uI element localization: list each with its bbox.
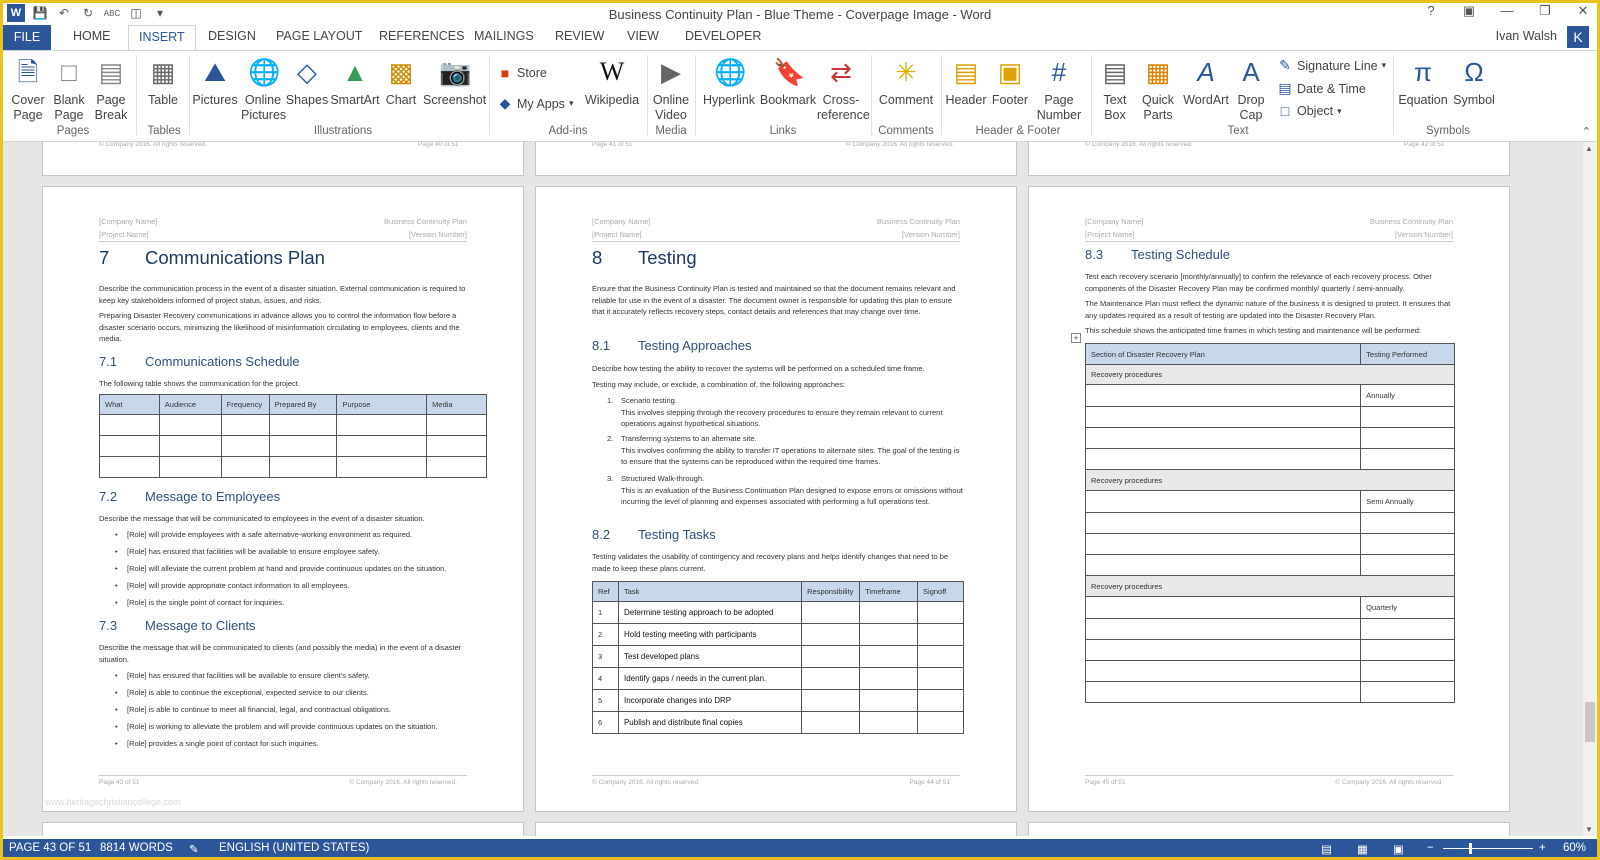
my-apps-button[interactable]: ◆ My Apps ▾	[497, 95, 573, 112]
list-item: • [Role] has ensured that facilities will be available to ensure client's safety.	[127, 671, 370, 680]
list-item: 1. Scenario testing. This involves stepping through the recovery procedures to ensure they remain relevant to current operations against hypothetical situations.	[607, 396, 943, 428]
quick-parts-icon: ▦	[1145, 57, 1171, 87]
group-addins: Add-ins	[548, 125, 588, 137]
heading-7: 7 Communications Plan	[99, 247, 325, 268]
touch-mode-icon[interactable]: ◫	[130, 6, 142, 20]
tab-references[interactable]: REFERENCES	[379, 29, 465, 43]
communications-table: What Audience Frequency Prepared By Purpose Media	[99, 394, 487, 478]
testing-schedule-table: Section of Disaster Recovery Plan Testing Performed Recovery procedures Annually Recovery procedures Semi Annually Recovery procedures Quarterly	[1085, 343, 1455, 703]
quick-parts-button[interactable]: ▦ Quick Parts	[1142, 57, 1174, 122]
page-40-stub: © Company 2016. All rights reserved. Page 40 of 51	[42, 142, 524, 176]
heading-8: 8 Testing	[592, 247, 697, 268]
symbol-button[interactable]: Ω Symbol	[1453, 57, 1495, 107]
help-icon[interactable]: ?	[1427, 3, 1435, 18]
smartart-button[interactable]: ▲ SmartArt	[330, 57, 380, 107]
heading-8-1: 8.1 Testing Approaches	[592, 338, 752, 353]
wikipedia-icon: W	[599, 57, 625, 86]
cross-reference-icon: ⇄	[830, 57, 852, 87]
tab-home[interactable]: HOME	[73, 29, 111, 43]
page-48-stub	[1028, 822, 1510, 836]
hyperlink-icon: 🌐	[714, 57, 747, 87]
list-item: • [Role] is the single point of contact for inquiries.	[127, 598, 284, 607]
zoom-in-icon[interactable]: +	[1539, 842, 1546, 854]
tab-mailings[interactable]: MAILINGS	[474, 29, 534, 43]
calendar-icon: ▤	[1278, 80, 1292, 96]
bookmark-button[interactable]: 🔖 Bookmark	[759, 57, 817, 107]
chevron-down-icon: ▾	[568, 98, 574, 108]
zoom-out-icon[interactable]: −	[1427, 842, 1434, 854]
online-pictures-icon: 🌐	[248, 57, 281, 87]
scroll-thumb[interactable]	[1585, 702, 1595, 742]
status-bar	[3, 839, 1597, 858]
print-layout-icon[interactable]: ▦	[1357, 844, 1368, 856]
zoom-slider[interactable]	[1443, 848, 1533, 849]
tab-view[interactable]: VIEW	[627, 29, 659, 43]
header-icon: ▤	[953, 57, 979, 87]
online-pictures-button[interactable]: 🌐 Online Pictures	[241, 57, 287, 122]
save-icon[interactable]: 💾	[32, 6, 48, 20]
page-47-stub	[535, 822, 1017, 836]
pictures-icon: ⛰	[204, 57, 226, 87]
wordart-icon: A	[1197, 57, 1215, 87]
group-media: Media	[655, 125, 687, 137]
group-illustrations: Illustrations	[313, 125, 373, 137]
signature-line-button[interactable]: ✎ Signature Line ▾	[1277, 57, 1386, 74]
proofing-icon[interactable]: ✎	[189, 844, 199, 856]
web-layout-icon[interactable]: ▣	[1393, 844, 1404, 856]
ribbon-insert	[3, 50, 1597, 142]
window-title: Business Continuity Plan - Blue Theme - Coverpage Image - Word	[608, 7, 992, 22]
object-button[interactable]: □ Object ▾	[1277, 103, 1342, 119]
scroll-down-icon[interactable]: ▼	[1585, 825, 1593, 834]
store-button[interactable]: ■ Store	[497, 65, 547, 81]
object-icon: □	[1280, 103, 1290, 119]
header-button[interactable]: ▤ Header	[945, 57, 987, 107]
list-item: • [Role] has ensured that facilities will be available to ensure employee safety.	[127, 547, 380, 556]
page-46-stub	[42, 822, 524, 836]
collapse-ribbon-icon[interactable]: ⌃	[1581, 126, 1591, 138]
drop-cap-button[interactable]: A Drop Cap	[1237, 57, 1265, 122]
blank-page-icon: □	[61, 57, 77, 87]
date-time-button[interactable]: ▤ Date & Time	[1278, 80, 1366, 96]
page-count[interactable]: PAGE 43 OF 51	[9, 842, 92, 854]
list-item: • [Role] provides a single point of contact for such inquiries.	[127, 739, 319, 748]
close-icon[interactable]: ✕	[1577, 3, 1589, 18]
my-apps-icon: ◆	[499, 95, 511, 111]
group-text: Text	[1227, 125, 1249, 137]
cover-page-button[interactable]: 🗎 Cover Page	[11, 57, 45, 122]
signature-icon: ✎	[1279, 57, 1291, 73]
shapes-icon: ◇	[297, 57, 317, 87]
vertical-scrollbar[interactable]	[1583, 142, 1597, 836]
pi-icon: π	[1414, 57, 1432, 87]
heading-7-2: 7.2 Message to Employees	[99, 489, 281, 504]
tab-design[interactable]: DESIGN	[208, 29, 256, 43]
text-box-icon: ▤	[1102, 57, 1128, 87]
redo-icon[interactable]: ↻	[82, 6, 94, 20]
chevron-down-icon: ▾	[1337, 105, 1342, 116]
list-item: • [Role] is working to alleviate the problem and will provide continuous updates on the situation.	[127, 722, 438, 731]
heading-7-3: 7.3 Message to Clients	[99, 618, 256, 633]
bookmark-icon: 🔖	[773, 57, 806, 87]
cross-reference-button[interactable]: ⇄ Cross-reference	[817, 57, 870, 122]
tab-review[interactable]: REVIEW	[555, 29, 605, 43]
document-canvas[interactable]	[3, 142, 1583, 836]
table-icon: ▦	[150, 57, 176, 87]
restore-icon[interactable]: ❐	[1539, 3, 1551, 18]
group-header-footer: Header & Footer	[975, 125, 1061, 137]
heading-8-2: 8.2 Testing Tasks	[592, 527, 716, 542]
list-item: 2. Transferring systems to an alternate site. This involves confirming the ability to transfer IT operations to alternate sites. The goal of the testing is to ensure that the systems can be reproduced within the required time frames.	[607, 434, 960, 466]
wikipedia-button[interactable]: W Wikipedia	[584, 57, 640, 107]
heading-8-3: 8.3 Testing Schedule	[1085, 247, 1231, 262]
shapes-button[interactable]: ◇ Shapes	[285, 57, 329, 107]
page-number-icon: #	[1051, 57, 1067, 87]
list-item: • [Role] will provide appropriate contact information to all employees.	[127, 581, 350, 590]
group-links: Links	[769, 125, 797, 137]
tab-developer[interactable]: DEVELOPER	[685, 29, 762, 43]
blank-page-button[interactable]: □ Blank Page	[53, 57, 85, 122]
word-app-icon[interactable]: W	[7, 4, 25, 22]
store-icon: ■	[500, 65, 510, 81]
wordart-button[interactable]: A WordArt	[1183, 57, 1229, 107]
spelling-icon[interactable]: ABC	[103, 8, 121, 18]
list-item: 3. Structured Walk-through. This is an evaluation of the Business Continuation Plan designed to expose errors or omissions without incurring the level of planning and expenses associated with performing a full operations test.	[607, 474, 963, 506]
customize-qat-icon[interactable]: ▾	[156, 6, 164, 20]
pictures-button[interactable]: ⛰ Pictures	[192, 57, 238, 107]
page-42-stub: © Company 2016. All rights reserved. Page 42 of 51	[1028, 142, 1510, 176]
text-box-button[interactable]: ▤ Text Box	[1095, 55, 1135, 123]
testing-tasks-table: Ref Task Responsibility Timeframe Signoff 1 Determine testing approach to be adopted 2 Hold testing meeting with participants 3 Test developed plans 4 Identify gaps / needs in the current plan. 5 Incorporate changes into DRP 6 Publish and distribute final copies	[592, 581, 964, 734]
footer-button[interactable]: ▣ Footer	[991, 57, 1029, 107]
screenshot-icon: 📷	[439, 57, 472, 87]
group-comments: Comments	[878, 125, 934, 137]
cover-page-icon: 🗎	[17, 57, 39, 87]
language[interactable]: ENGLISH (UNITED STATES)	[219, 842, 370, 854]
zoom-slider-thumb[interactable]	[1469, 843, 1472, 854]
ribbon-display-icon[interactable]: ▣	[1462, 3, 1476, 18]
group-tables: Tables	[147, 125, 181, 137]
online-video-icon: ▶	[661, 57, 681, 87]
title-bar	[3, 3, 1597, 25]
list-item: • [Role] is able to continue the exceptional, expected service to our clients.	[127, 688, 369, 697]
footer-icon: ▣	[997, 57, 1023, 87]
user-name[interactable]: Ivan Walsh	[1495, 29, 1557, 43]
omega-icon: Ω	[1464, 57, 1484, 87]
undo-icon[interactable]: ↶	[58, 6, 70, 20]
online-video-button[interactable]: ▶ Online Video	[652, 57, 690, 122]
page-45: [Company Name] [Project Name] Business Continuity Plan [Version Number] 8.3 Testing Schedule Test each recovery scenario [monthly/annually] to confirm the relevance of each recovery process. Other components of the Disaster Recovery Plan may be confirmed monthly/ quarterly / semi-annually. The Maintenance Plan must reflect the dynamic nature of the business it is designed to protect. It ensures that any updates required as a result of testing are updated into the Disaster Recovery Plan. This schedule shows the anticipated time frames in which testing and maintenance will be performed: + Section of Disaster Recovery Plan Testing Performed Recovery procedures Annually Recovery procedures Semi Annually Recovery procedures Quarterly Page 45 of 51 © Company 2016. All rights reserved.	[1028, 186, 1510, 812]
word-count[interactable]: 8814 WORDS	[100, 842, 173, 854]
group-symbols: Symbols	[1425, 125, 1471, 137]
group-pages: Pages	[56, 125, 90, 137]
table-move-handle-icon[interactable]: +	[1071, 333, 1081, 343]
tab-file[interactable]: FILE	[3, 25, 51, 50]
read-mode-icon[interactable]: ▤	[1321, 844, 1332, 856]
page-break-icon: ▤	[98, 57, 124, 87]
smartart-icon: ▲	[342, 57, 368, 87]
screenshot-button[interactable]: 📷 Screenshot	[423, 57, 487, 107]
page-43: [Company Name] [Project Name] Business Continuity Plan [Version Number] 7 Communications Plan Describe the communication process in the event of a disaster situation. External communication is required to keep key stakeholders informed of project status, issues, and risks. Preparing Disaster Recovery communications in advance allows you to control the information flow before a disaster scenario occurs, minimizing the likelihood of misinformation circulating to employees, clients and the media. 7.1 Communications Schedule The following table shows the communication for the project. What Audience Frequency Prepared By Purpose Media 7.2 Message to Employees Describe the message that will be communicated to employees in the event of a disaster situation. • [Role] will provide employees with a safe alternative-working environment as required. • [Role] has ensured that facilities will be available to ensure employee safety. • [Role] will alleviate the current problem at hand and provide continuous updates on the situation. • [Role] will provide appropriate contact information to all employees. • [Role] is the single point of contact for inquiries. 7.3 Message to Clients Describe the message that will be communicated to clients (and possibly the media) in the event of a disaster situation. • [Role] has ensured that facilities will be available to ensure client's safety. • [Role] is able to continue the exceptional, expected service to our clients. • [Role] is able to continue to meet all financial, legal, and contractual obligations. • [Role] is working to alleviate the problem and will provide continuous updates on the situation. • [Role] provides a single point of contact for such inquiries. Page 43 of 51 © Company 2016. All rights reserved. www.heritagechristiancollege.com	[42, 186, 524, 812]
avatar[interactable]: K	[1567, 26, 1589, 48]
chevron-down-icon: ▾	[1381, 60, 1387, 70]
list-item: • [Role] is able to continue to meet all financial, legal, and contractual obligations.	[127, 705, 391, 714]
tab-page-layout[interactable]: PAGE LAYOUT	[276, 29, 363, 43]
equation-button[interactable]: π Equation	[1398, 57, 1448, 107]
comment-button[interactable]: ✳ Comment	[878, 57, 934, 107]
hyperlink-button[interactable]: 🌐 Hyperlink	[702, 57, 756, 107]
watermark: www.heritagechristiancollege.com	[45, 797, 181, 807]
list-item: • [Role] will provide employees with a safe alternative-working environment as required.	[127, 530, 412, 539]
page-44: [Company Name] [Project Name] Business Continuity Plan [Version Number] 8 Testing Ensure that the Business Continuity Plan is tested and maintained so that the document remains relevant and reliable for use in the event of a disaster. The document owner is responsible for updating this plan to ensure that it accurately reflects recovery steps, contact details and references that may change over time. 8.1 Testing Approaches Describe how testing the ability to recover the systems will be performed on a scheduled time frame. Testing may include, or exclude, a combination of, the following approaches: 1. Scenario testing. This involves stepping through the recovery procedures to ensure they remain relevant to current operations against hypothetical situations. 2. Transferring systems to an alternate site. This involves confirming the ability to transfer IT operations to alternate sites. The goal of the testing is to ensure that the systems can be reproduced within the required time frames. 3. Structured Walk-through. This is an evaluation of the Business Continuation Plan designed to expose errors or omissions without incurring the level of planning and expenses associated with performing a full operations test. 8.2 Testing Tasks Testing validates the usability of contingency and recovery plans and helps identify changes that need to be made to keep these plans current. Ref Task Responsibility Timeframe Signoff 1 Determine testing approach to be adopted 2 Hold testing meeting with participants 3 Test developed plans 4 Identify gaps / needs in the current plan. 5 Incorporate changes into DRP 6 Publish and distribute final copies © Company 2016. All rights reserved. Page 44 of 51	[535, 186, 1017, 812]
scroll-up-icon[interactable]: ▲	[1585, 144, 1593, 153]
heading-7-1: 7.1 Communications Schedule	[99, 354, 300, 369]
drop-cap-icon: A	[1242, 57, 1260, 87]
page-number-button[interactable]: # Page Number	[1036, 57, 1082, 122]
table-button[interactable]: ▦ Table	[148, 57, 178, 107]
zoom-level[interactable]: 60%	[1563, 842, 1587, 854]
tab-insert[interactable]: INSERT	[128, 25, 196, 51]
chart-icon: ▩	[388, 57, 414, 87]
minimize-icon[interactable]: —	[1500, 3, 1514, 18]
ribbon-tabs	[3, 25, 1597, 50]
page-break-button[interactable]: ▤ Page Break	[94, 57, 128, 122]
page-41-stub: Page 41 of 51 © Company 2016. All rights reserved.	[535, 142, 1017, 176]
chart-button[interactable]: ▩ Chart	[385, 57, 417, 107]
list-item: • [Role] will alleviate the current problem at hand and provide continuous updates on the situation.	[127, 564, 446, 573]
comment-icon: ✳	[895, 57, 917, 87]
